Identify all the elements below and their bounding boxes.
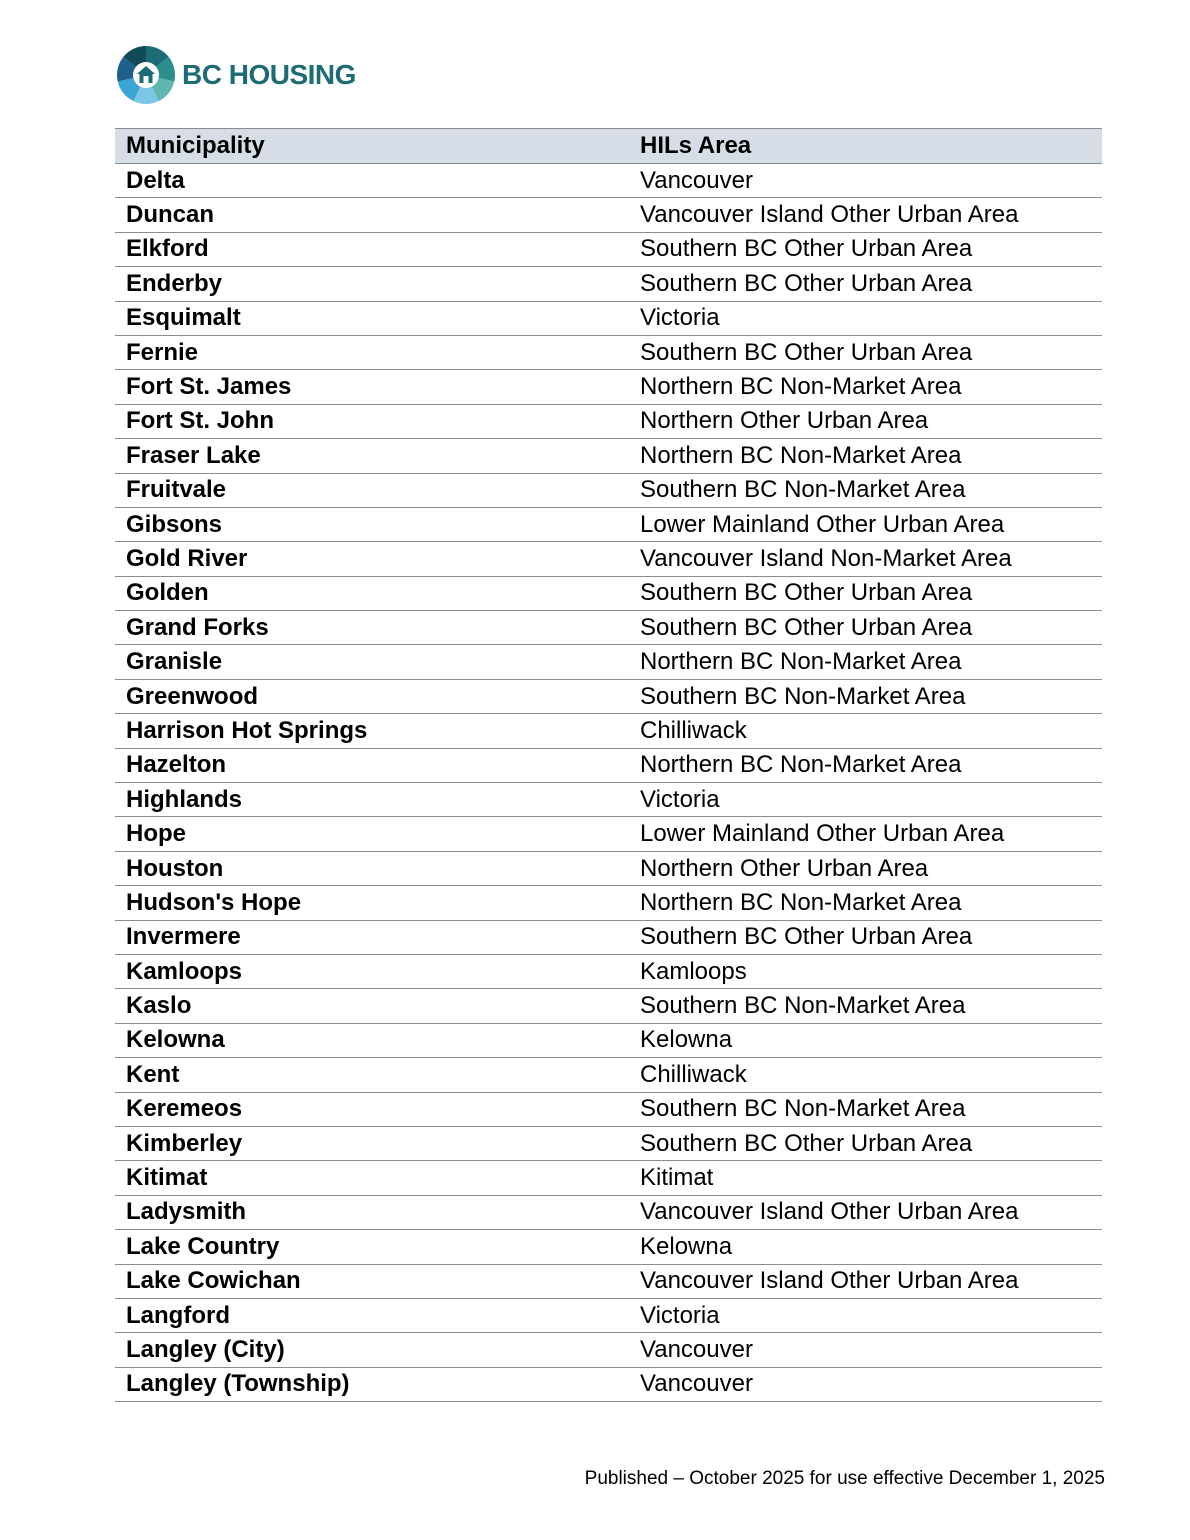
table-row: [115, 1264, 1102, 1298]
hils-area-cell: Southern BC Non-Market Area: [629, 473, 1102, 507]
municipality-cell: Highlands: [115, 783, 629, 817]
hils-area-cell: Northern BC Non-Market Area: [629, 370, 1102, 404]
table-row: [115, 1058, 1102, 1092]
hils-area-cell: Northern BC Non-Market Area: [629, 645, 1102, 679]
hils-area-cell: Vancouver Island Other Urban Area: [629, 1264, 1102, 1298]
table-row: [115, 1092, 1102, 1126]
table-row: [115, 679, 1102, 713]
table-header-row: [115, 129, 1102, 164]
hils-area-cell: Kelowna: [629, 1230, 1102, 1264]
municipality-cell: Hudson's Hope: [115, 886, 629, 920]
hils-area-cell: Northern Other Urban Area: [629, 404, 1102, 438]
table-row: [115, 1126, 1102, 1160]
column-header-municipality: Municipality: [115, 129, 629, 164]
table-row: [115, 783, 1102, 817]
hils-area-cell: Vancouver: [629, 164, 1102, 198]
hils-area-cell: Northern BC Non-Market Area: [629, 748, 1102, 782]
table-row: [115, 507, 1102, 541]
table-row: [115, 1298, 1102, 1332]
hils-area-cell: Northern Other Urban Area: [629, 851, 1102, 885]
municipality-cell: Enderby: [115, 267, 629, 301]
municipality-cell: Ladysmith: [115, 1195, 629, 1229]
table-row: [115, 1333, 1102, 1367]
hils-area-cell: Kamloops: [629, 954, 1102, 988]
municipality-cell: Kaslo: [115, 989, 629, 1023]
hils-area-cell: Southern BC Other Urban Area: [629, 267, 1102, 301]
municipality-cell: Elkford: [115, 232, 629, 266]
table-row: [115, 473, 1102, 507]
table-row: [115, 404, 1102, 438]
publication-note: Published – October 2025 for use effective December 1, 2025: [584, 1468, 1105, 1489]
hils-area-cell: Chilliwack: [629, 1058, 1102, 1092]
table-row: [115, 1230, 1102, 1264]
table-row: [115, 1367, 1102, 1401]
municipality-cell: Invermere: [115, 920, 629, 954]
municipality-cell: Houston: [115, 851, 629, 885]
municipality-cell: Kimberley: [115, 1126, 629, 1160]
bc-housing-logo: [116, 45, 356, 105]
table-row: [115, 886, 1102, 920]
municipality-cell: Harrison Hot Springs: [115, 714, 629, 748]
table-row: [115, 198, 1102, 232]
table-row: [115, 920, 1102, 954]
hils-area-cell: Vancouver: [629, 1367, 1102, 1401]
column-header-hils-area: HILs Area: [629, 129, 1102, 164]
table-row: [115, 370, 1102, 404]
municipality-cell: Kitimat: [115, 1161, 629, 1195]
hils-area-cell: Vancouver Island Non-Market Area: [629, 542, 1102, 576]
table-row: [115, 611, 1102, 645]
table-row: [115, 989, 1102, 1023]
hils-area-cell: Southern BC Other Urban Area: [629, 611, 1102, 645]
municipality-cell: Fernie: [115, 335, 629, 369]
table-row: [115, 954, 1102, 988]
municipality-cell: Kent: [115, 1058, 629, 1092]
hils-area-cell: Southern BC Other Urban Area: [629, 335, 1102, 369]
table-row: [115, 232, 1102, 266]
municipality-cell: Langford: [115, 1298, 629, 1332]
municipality-cell: Esquimalt: [115, 301, 629, 335]
table-row: [115, 439, 1102, 473]
hils-area-cell: Vancouver Island Other Urban Area: [629, 198, 1102, 232]
table-row: [115, 542, 1102, 576]
table-row: [115, 576, 1102, 610]
hils-area-cell: Vancouver: [629, 1333, 1102, 1367]
table-row: [115, 164, 1102, 198]
municipality-cell: Kamloops: [115, 954, 629, 988]
hils-area-cell: Chilliwack: [629, 714, 1102, 748]
municipality-cell: Gold River: [115, 542, 629, 576]
municipality-hils-table: [115, 128, 1102, 1402]
municipality-cell: Fort St. James: [115, 370, 629, 404]
table-row: [115, 1161, 1102, 1195]
hils-area-cell: Victoria: [629, 783, 1102, 817]
municipality-cell: Fruitvale: [115, 473, 629, 507]
municipality-cell: Kelowna: [115, 1023, 629, 1057]
hils-area-cell: Southern BC Other Urban Area: [629, 232, 1102, 266]
hils-area-cell: Victoria: [629, 1298, 1102, 1332]
municipality-cell: Langley (Township): [115, 1367, 629, 1401]
hils-area-cell: Vancouver Island Other Urban Area: [629, 1195, 1102, 1229]
hils-area-cell: Southern BC Non-Market Area: [629, 679, 1102, 713]
hils-area-cell: Northern BC Non-Market Area: [629, 886, 1102, 920]
municipality-cell: Gibsons: [115, 507, 629, 541]
house-logo-icon: [116, 45, 176, 105]
municipality-cell: Delta: [115, 164, 629, 198]
hils-area-cell: Southern BC Other Urban Area: [629, 1126, 1102, 1160]
table-row: [115, 817, 1102, 851]
municipality-cell: Lake Cowichan: [115, 1264, 629, 1298]
municipality-cell: Grand Forks: [115, 611, 629, 645]
municipality-cell: Fraser Lake: [115, 439, 629, 473]
hils-area-cell: Kelowna: [629, 1023, 1102, 1057]
municipality-cell: Hope: [115, 817, 629, 851]
municipality-cell: Keremeos: [115, 1092, 629, 1126]
table-row: [115, 335, 1102, 369]
table-row: [115, 1023, 1102, 1057]
table-row: [115, 851, 1102, 885]
hils-area-cell: Southern BC Non-Market Area: [629, 989, 1102, 1023]
logo-wordmark: BC HOUSING: [182, 59, 356, 90]
municipality-cell: Hazelton: [115, 748, 629, 782]
table-row: [115, 1195, 1102, 1229]
hils-area-cell: Southern BC Other Urban Area: [629, 920, 1102, 954]
table-row: [115, 267, 1102, 301]
hils-area-cell: Kitimat: [629, 1161, 1102, 1195]
municipality-cell: Langley (City): [115, 1333, 629, 1367]
hils-area-cell: Lower Mainland Other Urban Area: [629, 817, 1102, 851]
municipality-cell: Lake Country: [115, 1230, 629, 1264]
table-row: [115, 645, 1102, 679]
municipality-cell: Duncan: [115, 198, 629, 232]
table-row: [115, 714, 1102, 748]
table-row: [115, 301, 1102, 335]
hils-area-cell: Lower Mainland Other Urban Area: [629, 507, 1102, 541]
hils-area-cell: Southern BC Non-Market Area: [629, 1092, 1102, 1126]
table-row: [115, 748, 1102, 782]
hils-area-cell: Northern BC Non-Market Area: [629, 439, 1102, 473]
municipality-cell: Granisle: [115, 645, 629, 679]
municipality-cell: Golden: [115, 576, 629, 610]
hils-area-cell: Southern BC Other Urban Area: [629, 576, 1102, 610]
municipality-cell: Greenwood: [115, 679, 629, 713]
municipality-cell: Fort St. John: [115, 404, 629, 438]
hils-area-cell: Victoria: [629, 301, 1102, 335]
